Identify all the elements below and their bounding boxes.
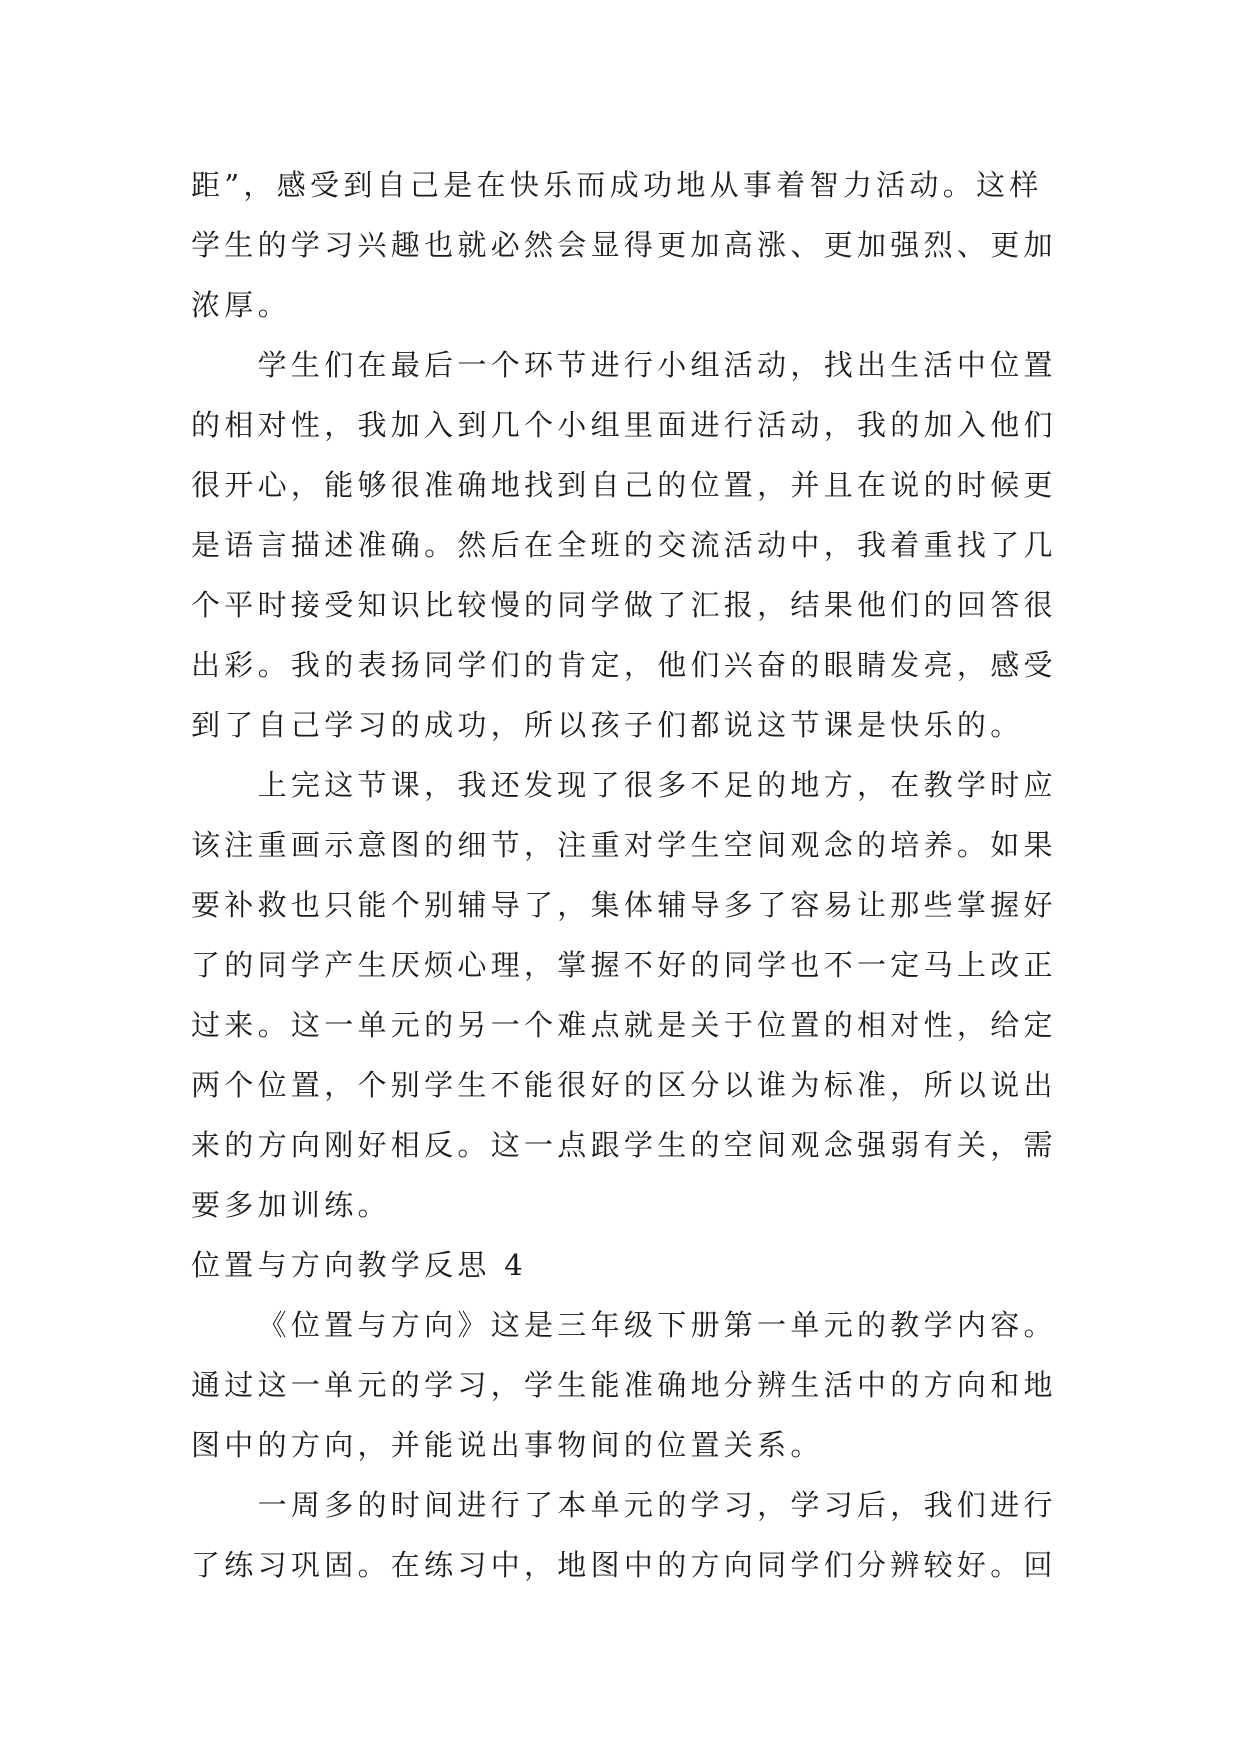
text-line: 距”，感受到自己是在快乐而成功地从事着智力活动。这样 xyxy=(191,168,1043,202)
text-line: 出彩。我的表扬同学们的肯定，他们兴奋的眼睛发亮，感受 xyxy=(191,648,1057,682)
text-line: 上完这节课，我还发现了很多不足的地方，在教学时应 xyxy=(257,768,1057,802)
paragraph xyxy=(191,755,1071,1235)
text-line: 通过这一单元的学习，学生能准确地分辨生活中的方向和地 xyxy=(191,1368,1057,1402)
text-line: 过来。这一单元的另一个难点就是关于位置的相对性，给定 xyxy=(191,1008,1057,1042)
text-line: 《位置与方向》这是三年级下册第一单元的教学内容。 xyxy=(257,1308,1057,1342)
text-line: 个平时接受知识比较慢的同学做了汇报，结果他们的回答很 xyxy=(191,588,1057,622)
text-line: 两个位置，个别学生不能很好的区分以谁为标准，所以说出 xyxy=(191,1068,1057,1102)
text-line: 很开心，能够很准确地找到自己的位置，并且在说的时候更 xyxy=(191,468,1057,502)
text-line: 该注重画示意图的细节，注重对学生空间观念的培养。如果 xyxy=(191,828,1057,862)
text-line: 要多加训练。 xyxy=(191,1188,391,1222)
paragraph xyxy=(191,1295,1071,1475)
paragraph xyxy=(191,335,1071,755)
paragraph xyxy=(191,155,1071,335)
paragraph xyxy=(191,1475,1071,1595)
text-line: 学生的学习兴趣也就必然会显得更加高涨、更加强烈、更加 xyxy=(191,228,1057,262)
text-line: 一周多的时间进行了本单元的学习，学习后，我们进行 xyxy=(257,1488,1057,1522)
text-line: 来的方向刚好相反。这一点跟学生的空间观念强弱有关，需 xyxy=(191,1128,1057,1162)
document-body xyxy=(191,155,1071,1595)
text-line: 图中的方向，并能说出事物间的位置关系。 xyxy=(191,1428,824,1462)
text-line: 的相对性，我加入到几个小组里面进行活动，我的加入他们 xyxy=(191,408,1057,442)
section-heading: 位置与方向教学反思 4 xyxy=(191,1248,527,1282)
text-line: 学生们在最后一个环节进行小组活动，找出生活中位置 xyxy=(257,348,1057,382)
text-line: 要补救也只能个别辅导了，集体辅导多了容易让那些掌握好 xyxy=(191,888,1057,922)
text-line: 是语言描述准确。然后在全班的交流活动中，我着重找了几 xyxy=(191,528,1057,562)
text-line: 了的同学产生厌烦心理，掌握不好的同学也不一定马上改正 xyxy=(191,948,1057,982)
text-line: 了练习巩固。在练习中，地图中的方向同学们分辨较好。回 xyxy=(191,1548,1057,1582)
text-line: 浓厚。 xyxy=(191,288,291,322)
text-line: 到了自己学习的成功，所以孩子们都说这节课是快乐的。 xyxy=(191,708,1024,742)
